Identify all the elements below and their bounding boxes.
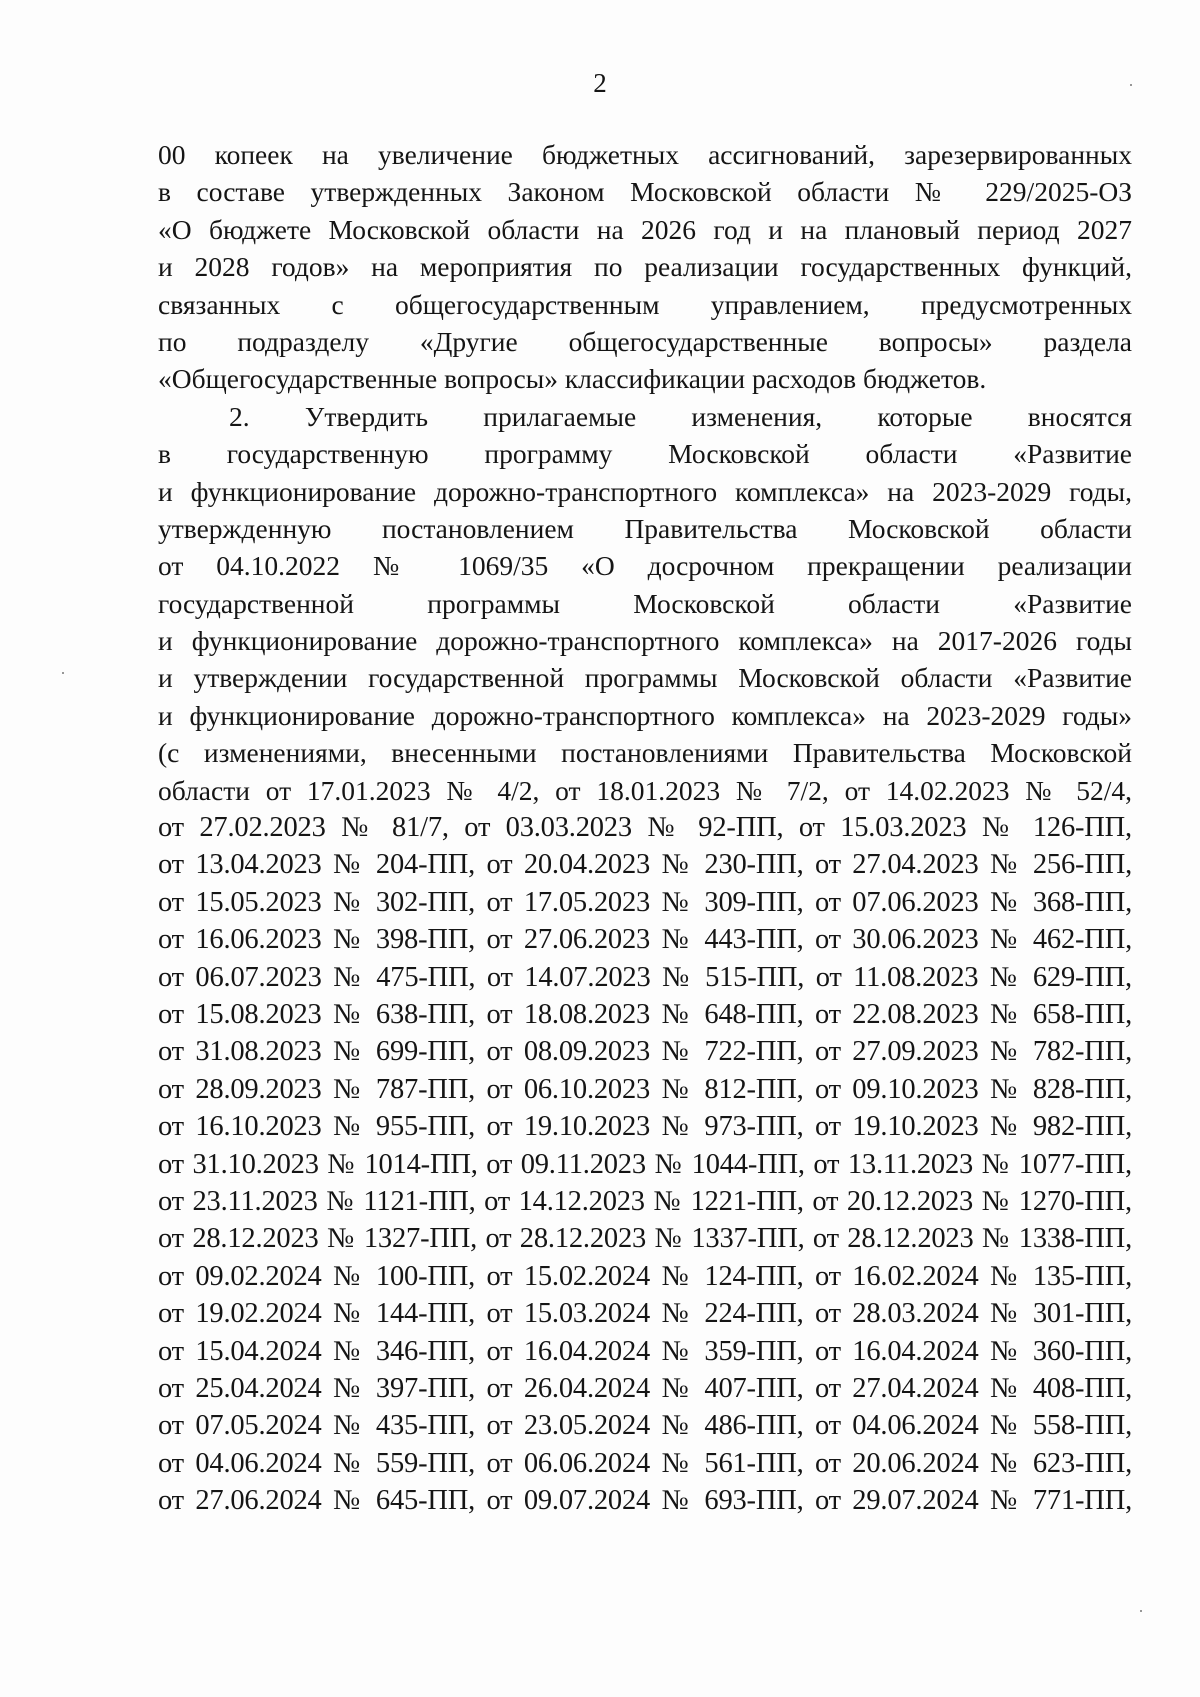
text-line: от 16.10.2023 № 955-ПП, от 19.10.2023 № 973-ПП, от 19.10.2023 № 982-ПП, <box>158 1111 1132 1143</box>
text-line: от 31.10.2023 № 1014-ПП, от 09.11.2023 № 1044-ПП, от 13.11.2023 № 1077-ПП, <box>158 1148 1132 1180</box>
text-line: от 25.04.2024 № 397-ПП, от 26.04.2024 № 407-ПП, от 27.04.2024 № 408-ПП, <box>158 1372 1132 1404</box>
text-line: от 15.05.2023 № 302-ПП, от 17.05.2023 № 309-ПП, от 07.06.2023 № 368-ПП, <box>158 886 1132 918</box>
text-line: от 15.04.2024 № 346-ПП, от 16.04.2024 № 359-ПП, от 16.04.2024 № 360-ПП, <box>158 1335 1132 1367</box>
text-line: от 04.10.2022 № 1069/35 «О досрочном прекращении реализации <box>158 550 1132 582</box>
text-line: от 28.12.2023 № 1327-ПП, от 28.12.2023 № 1337-ПП, от 28.12.2023 № 1338-ПП, <box>158 1223 1132 1255</box>
text-line: по подразделу «Другие общегосударственные вопросы» раздела <box>158 325 1132 357</box>
text-line: государственной программы Московской области «Развитие <box>158 587 1132 619</box>
document-body <box>158 136 1132 1519</box>
text-line: от 27.06.2024 № 645-ПП, от 09.07.2024 № 693-ПП, от 29.07.2024 № 771-ПП, <box>158 1485 1132 1517</box>
text-line: связанных с общегосударственным управлением, предусмотренных <box>158 288 1132 320</box>
text-line: и утверждении государственной программы Московской области «Развитие <box>158 662 1132 694</box>
text-line: от 23.11.2023 № 1121-ПП, от 14.12.2023 № 1221-ПП, от 20.12.2023 № 1270-ПП, <box>158 1185 1132 1217</box>
text-line: от 06.07.2023 № 475-ПП, от 14.07.2023 № 515-ПП, от 11.08.2023 № 629-ПП, <box>158 961 1132 993</box>
text-line: от 07.05.2024 № 435-ПП, от 23.05.2024 № 486-ПП, от 04.06.2024 № 558-ПП, <box>158 1410 1132 1442</box>
text-line: от 09.02.2024 № 100-ПП, от 15.02.2024 № 124-ПП, от 16.02.2024 № 135-ПП, <box>158 1260 1132 1292</box>
text-line: от 31.08.2023 № 699-ПП, от 08.09.2023 № 722-ПП, от 27.09.2023 № 782-ПП, <box>158 1036 1132 1068</box>
text-line: от 04.06.2024 № 559-ПП, от 06.06.2024 № 561-ПП, от 20.06.2024 № 623-ПП, <box>158 1447 1132 1479</box>
text-line: от 28.09.2023 № 787-ПП, от 06.10.2023 № 812-ПП, от 09.10.2023 № 828-ПП, <box>158 1073 1132 1105</box>
text-line: области от 17.01.2023 № 4/2, от 18.01.2023 № 7/2, от 14.02.2023 № 52/4, <box>158 774 1132 806</box>
text-line: от 19.02.2024 № 144-ПП, от 15.03.2024 № 224-ПП, от 28.03.2024 № 301-ПП, <box>158 1298 1132 1330</box>
text-line: 00 копеек на увеличение бюджетных ассигнований, зарезервированных <box>158 139 1132 170</box>
text-line: утвержденную постановлением Правительства Московской области <box>158 512 1132 544</box>
text-line: от 16.06.2023 № 398-ПП, от 27.06.2023 № 443-ПП, от 30.06.2023 № 462-ПП, <box>158 924 1132 956</box>
text-line: в государственную программу Московской области «Развитие <box>158 438 1132 470</box>
text-line: «О бюджете Московской области на 2026 год и на плановый период 2027 <box>158 213 1132 245</box>
text-line: в составе утвержденных Законом Московской области № 229/2025-ОЗ <box>158 176 1132 208</box>
text-line: и функционирование дорожно-транспортного комплекса» на 2017-2026 годы <box>158 625 1132 657</box>
text-line: от 15.08.2023 № 638-ПП, от 18.08.2023 № 648-ПП, от 22.08.2023 № 658-ПП, <box>158 998 1132 1030</box>
scan-speck <box>1140 1610 1142 1612</box>
scan-speck <box>1130 84 1132 86</box>
text-line: и функционирование дорожно-транспортного комплекса» на 2023-2029 годы, <box>158 475 1132 507</box>
paragraph-end-line: «Общегосударственные вопросы» классификации расходов бюджетов. <box>158 363 987 395</box>
text-line: и 2028 годов» на мероприятия по реализации государственных функций, <box>158 251 1132 283</box>
text-line: и функционирование дорожно-транспортного комплекса» на 2023-2029 годы» <box>158 699 1132 731</box>
scan-speck <box>62 672 64 674</box>
text-line: от 27.02.2023 № 81/7, от 03.03.2023 № 92-ПП, от 15.03.2023 № 126-ПП, <box>158 812 1132 844</box>
text-line: (с изменениями, внесенными постановлениями Правительства Московской <box>158 737 1132 769</box>
paragraph-start-line: 2. Утвердить прилагаемые изменения, которые вносятся <box>229 400 1132 432</box>
text-line: от 13.04.2023 № 204-ПП, от 20.04.2023 № 230-ПП, от 27.04.2023 № 256-ПП, <box>158 849 1132 881</box>
page-number: 2 <box>593 68 607 98</box>
